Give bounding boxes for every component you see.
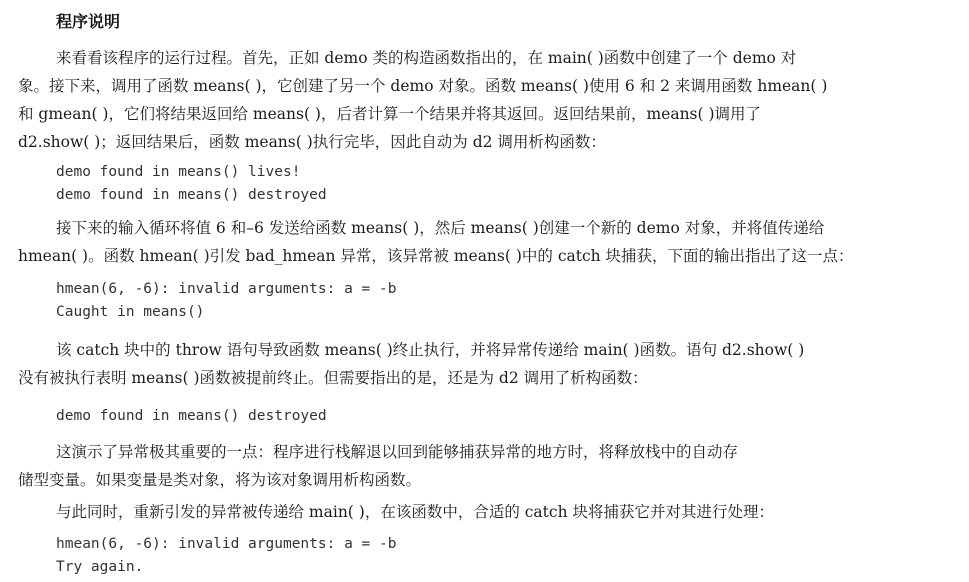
code-line: Try again. [56,559,144,575]
paragraph-2-line-2: hmean( )。函数 hmean( )引发 bad_hmean 异常，该异常被 means( )中的 catch 块捕获，下面的输出指出了这一点： [18,247,854,265]
code-line: demo found in means() destroyed [56,408,327,424]
paragraph-3-line-2: 没有被执行表明 means( )函数被提前终止。但需要指出的是，还是为 d2 调用了析构函数： [18,369,648,387]
paragraph-5-line-1: 与此同时，重新引发的异常被传递给 main( )，在该函数中，合适的 catch 块将捕获它并对其进行处理： [56,503,774,521]
code-line: hmean(6, -6): invalid arguments: a = -b [56,281,397,297]
paragraph-1-line-4: d2.show( )；返回结果后，函数 means( )执行完毕，因此自动为 d2 调用析构函数： [18,133,606,151]
paragraph-2-line-1: 接下来的输入循环将值 6 和–6 发送给函数 means( )，然后 means( )创建一个新的 demo 对象，并将值传递给 [56,219,825,237]
paragraph-1-line-3: 和 gmean( )，它们将结果返回给 means( )，后者计算一个结果并将其返回。返回结果前，means( )调用了 [18,105,762,123]
code-line: hmean(6, -6): invalid arguments: a = -b [56,536,397,552]
code-line: demo found in means() lives! [56,164,301,180]
paragraph-4-line-2: 储型变量。如果变量是类对象，将为该对象调用析构函数。 [18,471,422,489]
code-line: demo found in means() destroyed [56,187,327,203]
paragraph-4-line-1: 这演示了异常极其重要的一点：程序进行栈解退以回到能够捕获异常的地方时，将释放栈中的自动存 [56,443,739,461]
paragraph-1-line-1: 来看看该程序的运行过程。首先，正如 demo 类的构造函数指出的，在 main( )函数中创建了一个 demo 对 [56,49,797,67]
paragraph-1-line-2: 象。接下来，调用了函数 means( )，它创建了另一个 demo 对象。函数 means( )使用 6 和 2 来调用函数 hmean( ) [18,77,828,95]
code-line: Caught in means() [56,304,205,320]
section-heading: 程序说明 [56,12,121,31]
paragraph-3-line-1: 该 catch 块中的 throw 语句导致函数 means( )终止执行，并将异常传递给 main( )函数。语句 d2.show( ) [56,341,805,359]
